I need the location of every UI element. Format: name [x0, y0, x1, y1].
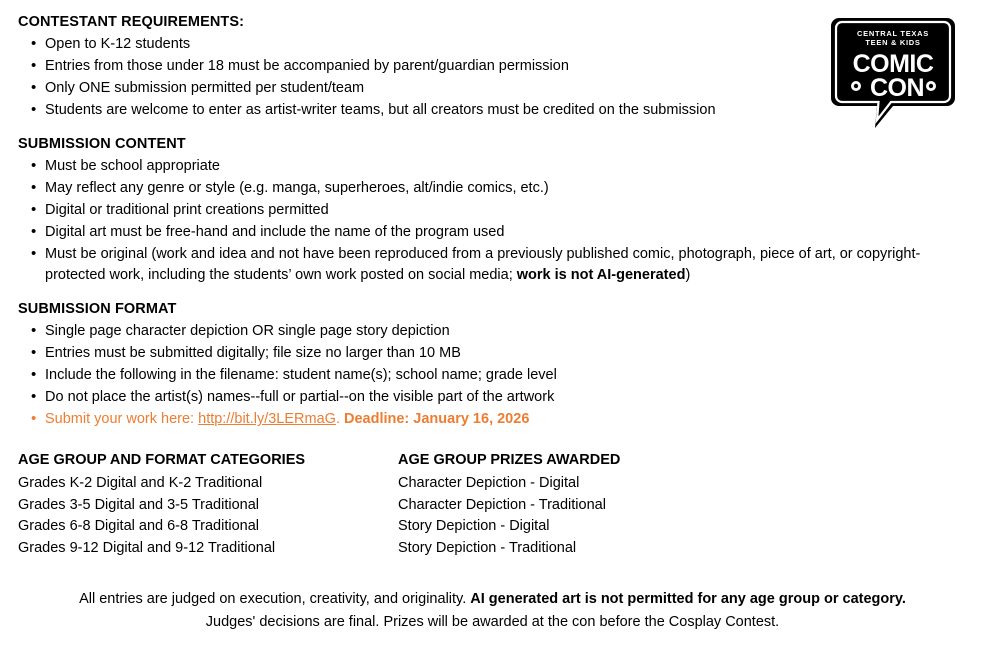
originality-text-part2: )	[685, 267, 691, 284]
section-title: CONTESTANT REQUIREMENTS:	[18, 14, 245, 30]
age-group-prizes-column	[398, 452, 818, 559]
category-line: Grades 3-5 Digital and 3-5 Traditional	[18, 496, 259, 513]
list-item: • Entries from those under 18 must be accompanied by parent/guardian permission	[18, 56, 960, 77]
svg-text:CENTRAL TEXAS: CENTRAL TEXAS	[857, 29, 929, 38]
categories-title: AGE GROUP AND FORMAT CATEGORIES	[18, 452, 306, 469]
submission-content-list	[18, 156, 967, 287]
list-item: • May reflect any genre or style (e.g. manga, superheroes, alt/indie comics, etc.)	[18, 178, 960, 199]
section-title: SUBMISSION FORMAT	[18, 300, 177, 317]
submission-format-list	[18, 321, 967, 431]
list-item: • Single page character depiction OR single page story depiction	[18, 321, 960, 342]
footer-line-1	[18, 589, 967, 611]
requirements-list	[18, 34, 967, 122]
section-title: SUBMISSION CONTENT	[18, 135, 186, 152]
section-submission-format	[18, 301, 967, 431]
list-item-originality	[18, 244, 960, 286]
section-submission-content	[18, 136, 967, 287]
category-line: Grades K-2 Digital and K-2 Traditional	[18, 475, 263, 492]
svg-text:COMIC: COMIC	[852, 50, 934, 78]
footer-text-part1: All entries are judged on execution, creativity, and originality.	[79, 591, 471, 608]
submit-middle: .	[335, 411, 344, 428]
list-item: • Open to K-12 students	[18, 34, 960, 55]
deadline-text: Deadline: January 16, 2026	[344, 411, 530, 428]
submit-prefix: Submit your work here:	[45, 411, 199, 428]
category-line: Grades 6-8 Digital and 6-8 Traditional	[18, 518, 259, 535]
submission-link[interactable]: http://bit.ly/3LERmaG	[198, 411, 336, 428]
prize-line: Character Depiction - Digital	[398, 475, 580, 492]
prizes-title: AGE GROUP PRIZES AWARDED	[398, 452, 621, 469]
originality-text-part1: Must be original (work and idea and not have been reproduced from a previously published comic, photograph, piece of art, or copyright-protected work, including the students’ own work posted on social media;	[45, 246, 921, 284]
list-item: • Students are welcome to enter as artist-writer teams, but all creators must be credited on the submission	[18, 100, 960, 121]
categories-and-prizes	[18, 452, 967, 559]
prize-line: Story Depiction - Digital	[398, 518, 550, 535]
prize-line: Character Depiction - Traditional	[398, 496, 606, 513]
list-item: • Must be school appropriate	[18, 156, 960, 177]
list-item-submit-link[interactable]	[18, 409, 960, 430]
originality-text-bold: work is not AI-generated	[516, 267, 686, 284]
list-item: • Digital art must be free-hand and include the name of the program used	[18, 222, 960, 243]
prize-line: Story Depiction - Traditional	[398, 539, 577, 556]
svg-text:CON: CON	[869, 74, 925, 102]
list-item: • Only ONE submission permitted per student/team	[18, 78, 960, 99]
section-contestant-requirements	[18, 14, 967, 122]
list-item: • Digital or traditional print creations permitted	[18, 200, 960, 221]
list-item: • Do not place the artist(s) names--full or partial--on the visible part of the artwork	[18, 387, 960, 408]
footer-note	[18, 589, 967, 634]
category-line: Grades 9-12 Digital and 9-12 Traditional	[18, 539, 276, 556]
footer-text-bold: AI generated art is not permitted for any age group or category.	[470, 591, 906, 608]
age-group-categories-column	[18, 452, 398, 559]
list-item: • Include the following in the filename: student name(s); school name; grade level	[18, 365, 960, 386]
list-item: • Entries must be submitted digitally; file size no larger than 10 MB	[18, 343, 960, 364]
footer-line-2: Judges' decisions are final. Prizes will be awarded at the con before the Cosplay Contest.	[205, 613, 780, 630]
svg-text:TEEN & KIDS: TEEN & KIDS	[865, 38, 921, 47]
